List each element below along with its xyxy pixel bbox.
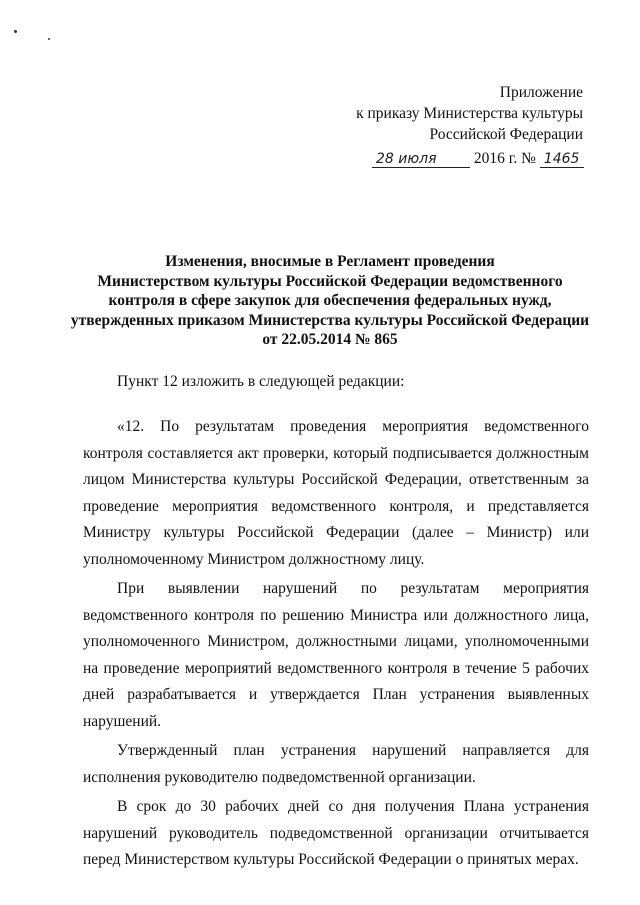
appendix-header xyxy=(356,82,583,145)
scan-speck xyxy=(14,30,17,33)
document-title xyxy=(60,252,600,350)
title-line: утвержденных приказом Министерства культуры Российской Федерации xyxy=(70,311,590,329)
title-line: контроля в сфере закупок для обеспечения федеральных нужд, xyxy=(108,292,552,309)
appendix-label: Приложение xyxy=(499,84,583,101)
scan-speck xyxy=(48,38,50,40)
ministry-name: Российской Федерации xyxy=(429,126,583,143)
order-date-line xyxy=(372,150,584,168)
title-line: Министерством культуры Российской Федерации ведомственного xyxy=(97,272,563,290)
body-paragraph: В срок до 30 рабочих дней со дня получения Плана устранения нарушений руководитель подведомственной организации отчитывается перед Министерством культуры Российской Федерации о принятых мерах. xyxy=(83,798,589,868)
year-and-number-label: 2016 г. № xyxy=(473,150,536,167)
document-body xyxy=(83,414,589,874)
body-paragraph: При выявлении нарушений по результатам мероприятия ведомственного контроля по решению Министра или должностного лица, уполномоченного Министром, должностными лицами, уполномоченными на проведение мероприятий ведомственного контроля в течение 5 рабочих дней разрабатывается и утверждается План устранения выявленных нарушений. xyxy=(83,580,589,730)
handwritten-order-number: 1465 xyxy=(540,151,584,168)
body-paragraph: Утвержденный план устранения нарушений направляется для исполнения руководителю подведомственной организации. xyxy=(83,742,589,786)
title-line: Изменения, вносимые в Регламент проведения xyxy=(165,253,495,270)
body-paragraph: «12. По результатам проведения мероприятия ведомственного контроля составляется акт проверки, который подписывается должностным лицом Министерства культуры Российской Федерации, ответственным за проведение мероприятия ведомственного контроля, и представляется Министру культуры Российской Федерации (далее – Министр) или уполномоченному Министром должностному лицу. xyxy=(83,418,589,568)
handwritten-date: 28 июля xyxy=(372,151,470,168)
intro-sentence: Пункт 12 изложить в следующей редакции: xyxy=(117,373,405,390)
title-line: от 22.05.2014 № 865 xyxy=(262,331,398,348)
order-reference: к приказу Министерства культуры xyxy=(356,105,583,122)
